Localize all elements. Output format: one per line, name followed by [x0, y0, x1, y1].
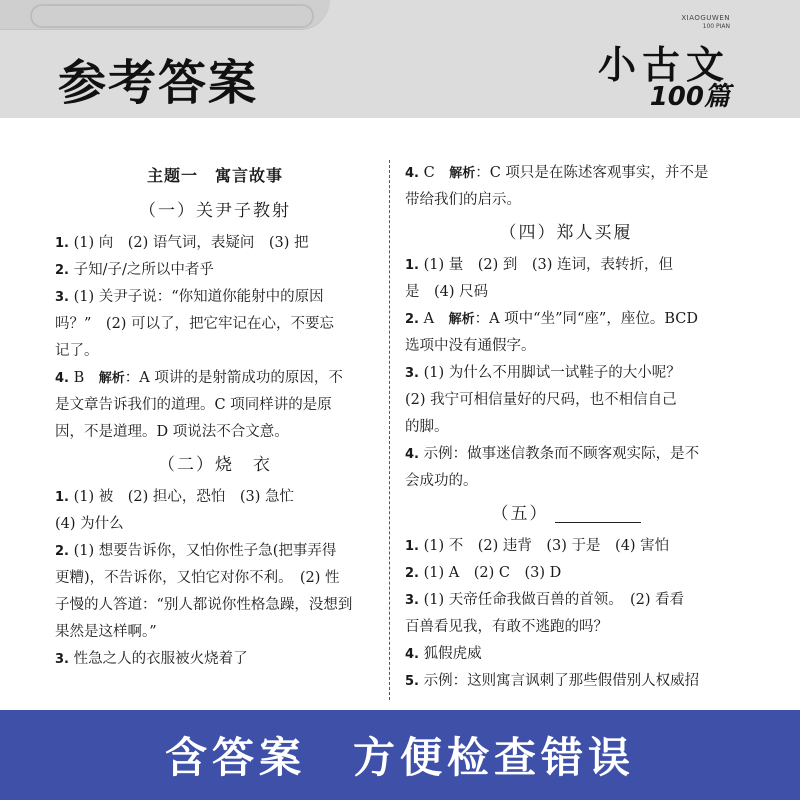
section-heading-1: （一）关尹子教射 [139, 201, 291, 221]
section-heading-5: （五） [405, 495, 727, 533]
banner-text: 含答案 方便检查错误 [164, 733, 635, 782]
answer-line: 2. 子知/子/之所以中者乎 [55, 262, 214, 278]
answer-line: 2. (1) 想要告诉你，又怕你性子急(把事弄得 [55, 543, 337, 559]
section-heading-4: （四）郑人买履 [499, 223, 633, 243]
answer-line: (2) 我宁可相信量好的尺码，也不相信自己 [405, 392, 677, 408]
answer-line: 子慢的人答道：“别人都说你性格急躁，没想到 [55, 597, 353, 613]
answer-line: 4. 狐假虎威 [405, 646, 482, 662]
brand-name: 小古文 [597, 43, 730, 87]
brand-logo [560, 14, 730, 112]
left-column [55, 160, 375, 673]
answer-line: 带给我们的启示。 [405, 192, 521, 208]
answer-line: 吗？” (2) 可以了，把它牢记在心，不要忘 [55, 316, 335, 332]
answer-line: 百兽看见我，有敢不逃跑的吗？ [405, 619, 608, 635]
answer-line: 4. B 解析：A 项讲的是射箭成功的原因，不 [55, 370, 343, 386]
brand-pinyin: XIAOGUWEN [681, 14, 730, 22]
answer-line: 2. A 解析：A 项中“坐”同“座”，座位。BCD [405, 311, 698, 327]
answer-line: 3. 性急之人的衣服被火烧着了 [55, 651, 248, 667]
answer-line: 4. 示例：做事迷信教条而不顾客观实际，是不 [405, 446, 700, 462]
page-title: 参考答案 [58, 55, 259, 111]
answer-line: 因，不是道理。D 项说法不合文意。 [55, 424, 289, 440]
answer-line: 更糟)，不告诉你，又怕它对你不利。 (2) 性 [55, 570, 340, 586]
brand-pinyin-sub: 100 PIAN [702, 23, 730, 30]
header-decoration [0, 0, 330, 30]
answer-line: 记了。 [55, 343, 99, 359]
answer-line: 1. (1) 不 (2) 违背 (3) 于是 (4) 害怕 [405, 538, 670, 554]
topic-heading: 主题一 寓言故事 [146, 166, 283, 185]
right-column [405, 160, 727, 695]
answer-line: 1. (1) 量 (2) 到 (3) 连词，表转折，但 [405, 257, 674, 273]
answer-line: 3. (1) 为什么不用脚试一试鞋子的大小呢？ [405, 365, 681, 381]
answer-line: 2. (1) A (2) C (3) D [405, 565, 562, 581]
answer-line: 1. (1) 被 (2) 担心，恐怕 (3) 急忙 [55, 489, 295, 505]
section-heading-2: （二）烧 衣 [158, 455, 272, 475]
answer-line: (4) 为什么 [55, 516, 124, 532]
answer-line: 5. 示例：这则寓言讽刺了那些假借别人权威招 [405, 673, 700, 689]
answer-line: 果然是这样啊。” [55, 624, 157, 640]
answer-line: 1. (1) 向 (2) 语气词，表疑问 (3) 把 [55, 235, 309, 251]
answer-line: 3. (1) 天帝任命我做百兽的首领。 (2) 看看 [405, 592, 685, 608]
answer-line: 是文章告诉我们的道理。C 项同样讲的是原 [55, 397, 332, 413]
column-divider [389, 160, 390, 700]
header-band [0, 0, 800, 118]
brand-subtitle: 100篇 [649, 82, 730, 112]
answer-line: 3. (1) 关尹子说：“你知道你能射中的原因 [55, 289, 324, 305]
answer-line: 是 (4) 尺码 [405, 284, 489, 300]
answer-line: 选项中没有通假字。 [405, 338, 536, 354]
promo-banner [0, 710, 800, 800]
blank-underline [555, 507, 641, 523]
answer-line: 4. C 解析：C 项只是在陈述客观事实，并不是 [405, 165, 709, 181]
answer-line: 会成功的。 [405, 473, 478, 489]
answer-line: 的脚。 [405, 419, 449, 435]
